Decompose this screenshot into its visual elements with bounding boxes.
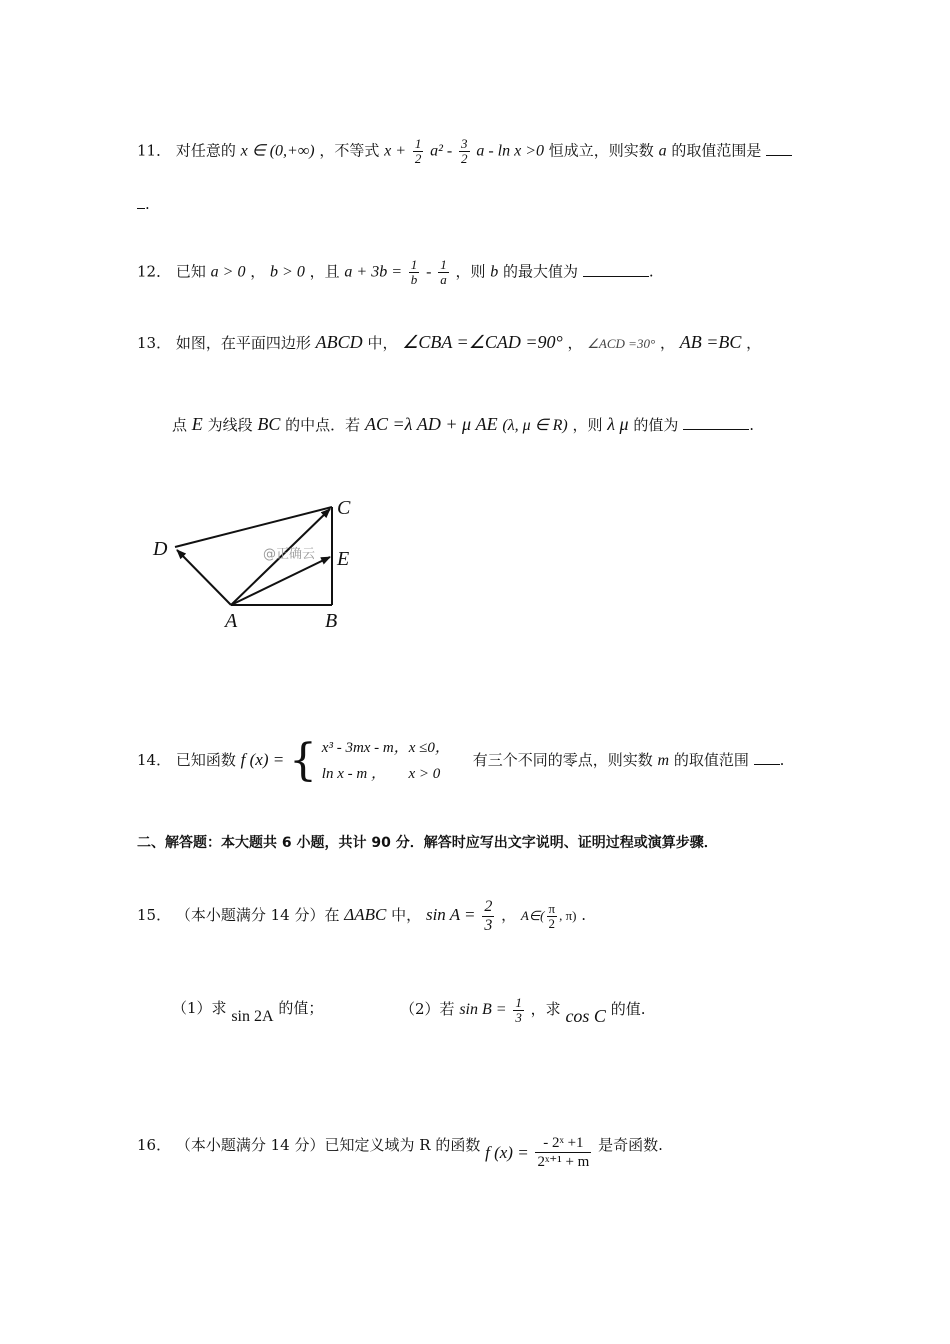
segment: BC (257, 414, 281, 434)
fraction: $\frac{1}{2}$ (414, 136, 422, 166)
text: 的取值范围是 (671, 141, 762, 160)
label-a: A (225, 610, 238, 632)
function-name: f (x) = (485, 1143, 529, 1162)
fraction: $\frac{1}{3}$ (515, 994, 522, 1025)
condition: x ∈ (0,+∞) (240, 142, 315, 160)
inequality-part: a - ln x >0 (476, 142, 544, 160)
left-brace: { (289, 735, 318, 786)
condition-a: a > 0 (210, 263, 246, 281)
sin-a: sin A = (425, 905, 476, 924)
label-c: C (337, 497, 351, 519)
question-13: 13． 如图，在平面四边形 ABCD 中， ∠CBA =∠CAD =90° ， ∠ACD =30° ， AB =BC ， (137, 332, 762, 352)
equation-part: a + 3b = (344, 263, 403, 281)
section-heading: 二、解答题：本大题共 6 小题，共计 90 分．解答时应写出文字说明、证明过程或演算步骤． (137, 835, 718, 851)
question-12: 12． 已知 a > 0 ， b > 0 ，且 a + 3b = $\frac{1}{b}$ - $\frac{1}{a}$ ，则 b 的最大值为 . (137, 257, 654, 287)
case-1: x³ - 3mx - m，x ≤0， (321, 740, 450, 756)
a-range: A∈( (520, 908, 545, 923)
answer-blank[interactable] (683, 415, 749, 430)
sin-2a: sin 2A (231, 1008, 274, 1025)
fraction: $\frac{\pi}{2}$ (548, 900, 556, 931)
question-15-part-1: （1）求 sin 2A 的值； (172, 999, 324, 1025)
fraction: $\frac{1}{a}$ (440, 257, 447, 287)
function-name: f (x) = (240, 750, 285, 769)
quadrilateral-name: ABCD (315, 332, 363, 352)
question-number: 12． (137, 262, 172, 281)
product: λ μ (607, 414, 629, 434)
condition-b: b > 0 (270, 263, 305, 281)
answer-blank[interactable] (754, 750, 780, 765)
angle-condition: ∠CBA =∠CAD =90° (402, 332, 563, 352)
variable: m (657, 752, 670, 769)
piecewise-cases (322, 735, 450, 787)
label-e: E (337, 548, 350, 570)
vector-ad (177, 550, 231, 605)
answer-blank[interactable] (766, 141, 792, 156)
answer-blank[interactable] (583, 262, 649, 277)
fraction: $\frac{2}{3}$ (484, 897, 493, 934)
variable: b (490, 263, 499, 281)
label-d: D (153, 538, 168, 560)
fraction: $\frac{3}{2}$ (461, 136, 468, 166)
question-14: 14． 已知函数 f (x) = { x³ - 3mx - m，x ≤0， ln x - m ， x > 0 有三个不同的零点，则实数 m 的取值范围 . (137, 735, 785, 786)
geometry-figure (145, 490, 405, 640)
inequality-part: x + (384, 142, 407, 160)
fraction: $\frac{1}{b}$ (410, 257, 418, 287)
text: 对任意的 (175, 141, 236, 160)
sin-b: sin B = (459, 1001, 507, 1018)
triangle: ΔABC (344, 905, 387, 924)
text: ，不等式 (319, 141, 380, 160)
vector-ae (231, 557, 330, 605)
angle-condition: ∠ACD =30° (587, 336, 656, 351)
text: 恒成立，则实数 (548, 141, 654, 160)
fraction: $\frac{\text{- 2ˣ +1}}{\text{2ˣ⁺¹ + m}}$ (537, 1134, 590, 1170)
variable: a (658, 142, 667, 160)
question-16: 16． （本小题满分 14 分）已知定义域为 R 的函数 f (x) = $\frac{\text{- 2ˣ +1}}{\text{2ˣ⁺¹ + m}}$ 是奇函数. (137, 1134, 663, 1170)
point-e: E (191, 414, 203, 434)
question-15: 15． （本小题满分 14 分）在 ΔABC 中， sin A = $\frac{2}{3}$ ， A∈( $\frac{\pi}{2}$ , π) . (137, 897, 587, 934)
case-2: ln x - m ， x > 0 (321, 766, 441, 782)
question-number: 11． (137, 141, 172, 160)
question-number: 15． (137, 906, 172, 924)
question-13-line2: 点 E 为线段 BC 的中点．若 AC =λ AD + μ AE (λ, μ ∈ R) ，则 λ μ 的值为 . (172, 414, 754, 434)
segment-dc (175, 507, 332, 547)
question-number: 13． (137, 334, 172, 352)
question-number: 14． (137, 751, 172, 769)
equal-sides: AB =BC (679, 332, 742, 352)
answer-blank[interactable] (137, 194, 145, 209)
question-15-part-2: （2）若 sin B = $\frac{1}{3}$ ，求 cos C 的值. (400, 994, 646, 1026)
parameter-condition: (λ, μ ∈ R) (502, 417, 568, 434)
vector-equation: AC =λ AD + μ AE (364, 414, 498, 434)
inequality-part: a² - (430, 142, 453, 160)
watermark: @正确云 (263, 547, 316, 562)
label-b: B (325, 610, 338, 632)
question-number: 16． (137, 1136, 172, 1154)
question-11 (137, 137, 792, 166)
cos-c: cos C (565, 1006, 606, 1026)
question-11-continued: . (137, 194, 150, 214)
